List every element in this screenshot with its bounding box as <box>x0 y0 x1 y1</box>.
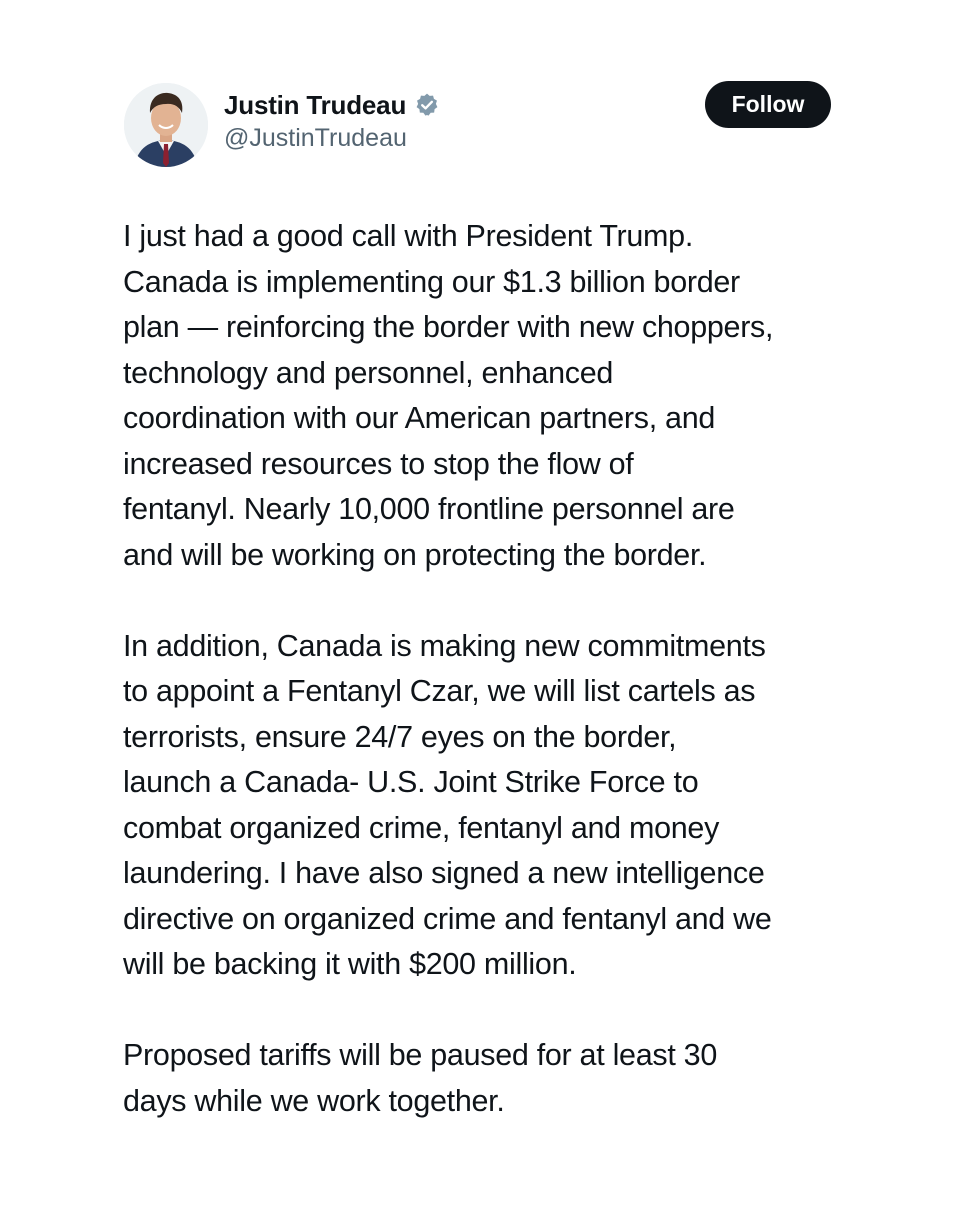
post-line: launch a Canada- U.S. Joint Strike Force to <box>123 765 699 799</box>
paragraph-spacer <box>123 988 903 1034</box>
post-line: days while we work together. <box>123 1083 505 1118</box>
post-line: terrorists, ensure 24/7 eyes on the border, <box>123 719 677 754</box>
post-line: and will be working on protecting the border. <box>123 537 707 572</box>
post-line: coordination with our American partners, and <box>123 401 716 435</box>
post-line: I just had a good call with President Trump. <box>123 219 693 253</box>
verified-badge-icon <box>414 92 440 118</box>
paragraph-spacer <box>123 578 903 624</box>
post-line: to appoint a Fentanyl Czar, we will list cartels as <box>123 674 756 708</box>
post-line: Proposed tariffs will be paused for at least 30 <box>123 1038 717 1072</box>
post-line: technology and personnel, enhanced <box>123 355 614 390</box>
post-text <box>123 214 903 1124</box>
post-line: fentanyl. Nearly 10,000 frontline personnel are <box>123 492 735 526</box>
post-line: In addition, Canada is making new commitments <box>123 628 766 663</box>
post-line: increased resources to stop the flow of <box>123 446 634 481</box>
post-line: will be backing it with $200 million. <box>123 947 577 981</box>
author-display-name[interactable]: Justin Trudeau <box>224 89 407 120</box>
post-line: laundering. I have also signed a new intelligence <box>123 856 765 890</box>
author-handle[interactable]: @JustinTrudeau <box>224 124 407 152</box>
post-line: combat organized crime, fentanyl and money <box>123 810 720 845</box>
post-line: plan — reinforcing the border with new choppers, <box>123 310 774 344</box>
post-paragraph-1 <box>123 214 903 578</box>
avatar[interactable] <box>124 83 208 167</box>
post-paragraph-3 <box>123 1033 903 1124</box>
post-line: directive on organized crime and fentanyl and we <box>123 901 772 936</box>
avatar-photo <box>124 83 208 167</box>
post-paragraph-2 <box>123 624 903 988</box>
author-name-row <box>224 88 440 122</box>
post-line: Canada is implementing our $1.3 billion border <box>123 264 740 299</box>
follow-button[interactable]: Follow <box>705 81 831 128</box>
